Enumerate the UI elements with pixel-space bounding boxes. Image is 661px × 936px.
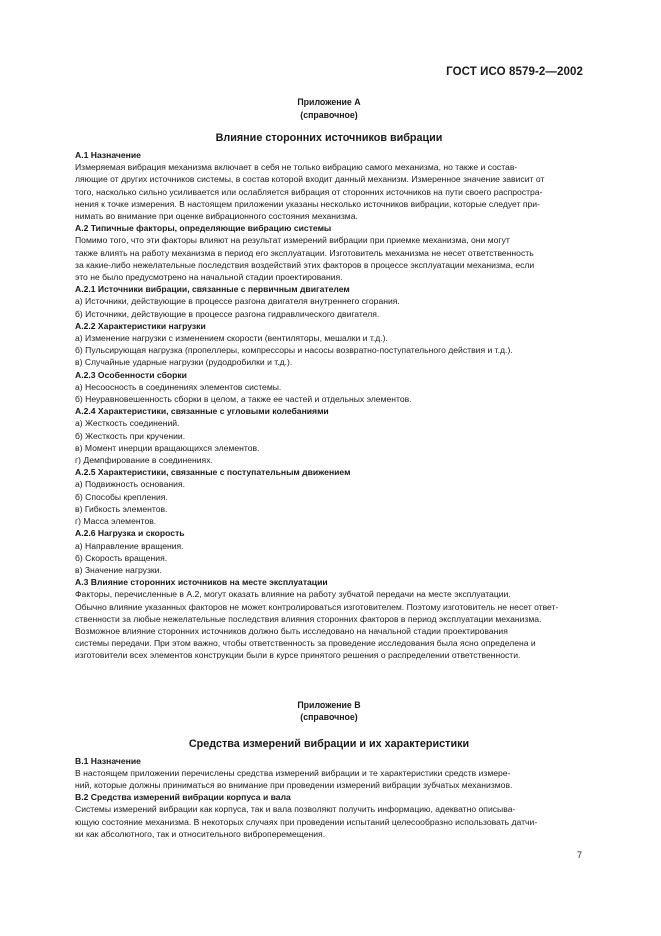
list-item: а) Жесткость соединений. [75,418,180,429]
page-number: 7 [576,850,582,860]
appendix-a-subtitle: (справочное) [300,109,358,120]
list-item: г) Демпфирование в соединениях. [75,455,213,466]
text-line: ющую состояние механизма. В некоторых случаях при проведении испытаний целесообразно использовать датчи- [75,816,538,827]
text-line: ственности за любые нежелательные последствия влияния сторонних факторов в период эксплуатации механизма. [75,613,542,624]
text-line: ний, которые должны приниматься во внимание при проведении измерений вибрации зубчатых механизмов. [75,779,513,790]
list-item: б) Пульсирующая нагрузка (пропеллеры, компрессоры и насосы возвратно-поступательного действия и т.д.). [75,345,513,356]
list-item: а) Несоосность в соединениях элементов системы. [75,381,282,392]
text-line: Факторы, перечисленные в А.2, могут оказать влияние на работу зубчатой передачи на месте эксплуатации. [75,589,511,600]
section-a3-heading: А.3 Влияние сторонних источников на месте эксплуатации [75,577,328,588]
list-item: в) Случайные ударные нагрузки (рудодробилки и т.д.). [75,357,293,368]
section-a24-heading: А.2.4 Характеристики, связанные с угловыми колебаниями [75,406,329,417]
list-item: б) Неуравновешенность сборки в целом, а также ее частей и отдельных элементов. [75,394,412,405]
text-line: Системы измерений вибрации как корпуса, так и вала позволяют получить информацию, адекватно описыва- [75,804,516,815]
text-line: за какие-либо нежелательные последствия воздействий этих факторов в процессе эксплуатации механизма, если [75,259,535,270]
text-line: ляющие от других источников системы, в состав которой входит данный механизм. Измеренное значение зависит от [75,174,545,185]
text-line: Возможное влияние сторонних источников должно быть исследовано на начальной стадии проектирования [75,625,508,636]
text-line: изготовители всех элементов конструкции были в курсе принятого решения о распределении ответственности. [75,650,521,661]
text-line: также влиять на работу механизма в период его эксплуатации. Изготовитель механизма не несет ответственность [75,247,534,258]
section-a22-heading: А.2.2 Характеристики нагрузки [75,320,206,331]
text-line: того, насколько сильно усиливается или ослабляется вибрация от сторонних источников на пути своего распростра- [75,186,543,197]
section-b1-heading: В.1 Назначение [75,755,141,766]
document-code: ГОСТ ИСО 8579-2—2002 [446,66,583,78]
appendix-b-heading: Средства измерений вибрации и их характеристики [188,737,470,750]
section-a1-text [75,161,583,222]
appendix-b-subtitle: (справочное) [300,712,358,723]
text-line: нимать во внимание при оценке вибрационного состояния механизма. [75,211,358,222]
section-a3-text [75,588,583,661]
appendix-a-heading: Влияние сторонних источников вибрации [215,132,443,144]
section-a1-heading: А.1 Назначение [75,150,141,160]
text-line: Обычно влияние указанных факторов не может контролироваться изготовителем. Поэтому изготовитель не несет ответ- [75,601,559,612]
appendix-a-title: Приложение А [297,97,361,107]
text-line: В настоящем приложении перечислены средства измерений вибрации и те характеристики средств измере- [75,767,511,778]
page-content [75,96,583,840]
list-item: б) Жесткость при кручении. [75,430,186,441]
list-item: в) Гибкость элементов. [75,503,168,514]
list-item: б) Источники, действующие в процессе разгона гидравлического двигателя. [75,308,380,319]
text-line: это не было предусмотрено на начальной стадии проектирования. [75,272,343,283]
section-a25-heading: А.2.5 Характеристики, связанные с поступательным движением [75,467,351,478]
list-item: в) Момент инерции вращающихся элементов. [75,442,260,453]
list-item: а) Источники, действующие в процессе разгона двигателя внутреннего сгорания. [75,296,400,307]
list-item: в) Значение нагрузки. [75,564,162,575]
list-item: б) Способы крепления. [75,491,168,502]
list-item: б) Скорость вращения. [75,552,168,563]
section-a2-heading: А.2 Типичные факторы, определяющие вибрацию системы [75,223,332,234]
text-line: системы передачи. При этом важно, чтобы ответственность за проведение исследования была ясно определена и [75,638,536,649]
section-a21-heading: А.2.1 Источники вибрации, связанные с первичным двигателем [75,284,350,295]
text-line: нения к точке измерения. В настоящем приложении указаны несколько источников вибрации, которые следует при- [75,198,540,209]
section-a26-heading: А.2.6 Нагрузка и скорость [75,528,185,539]
text-line: ки как абсолютного, так и относительного виброперемещения. [75,828,326,839]
section-a23-heading: А.2.3 Особенности сборки [75,369,187,380]
list-item: а) Подвижность основания. [75,479,185,490]
list-item: а) Направление вращения. [75,540,184,551]
section-b2-heading: В.2 Средства измерений вибрации корпуса и вала [75,792,291,803]
appendix-b-title: Приложение В [297,699,361,710]
list-item: а) Изменение нагрузки с изменением скорости (вентиляторы, мешалки и т.д.). [75,333,388,344]
text-line: Измеряемая вибрация механизма включает в себя не только вибрацию самого механизма, но также и состав- [75,162,518,173]
text-line: Помимо того, что эти факторы влияют на результат измерений вибрации при приемке механизма, они могут [75,235,510,246]
list-item: г) Масса элементов. [75,516,157,527]
section-a2-text [75,234,583,283]
